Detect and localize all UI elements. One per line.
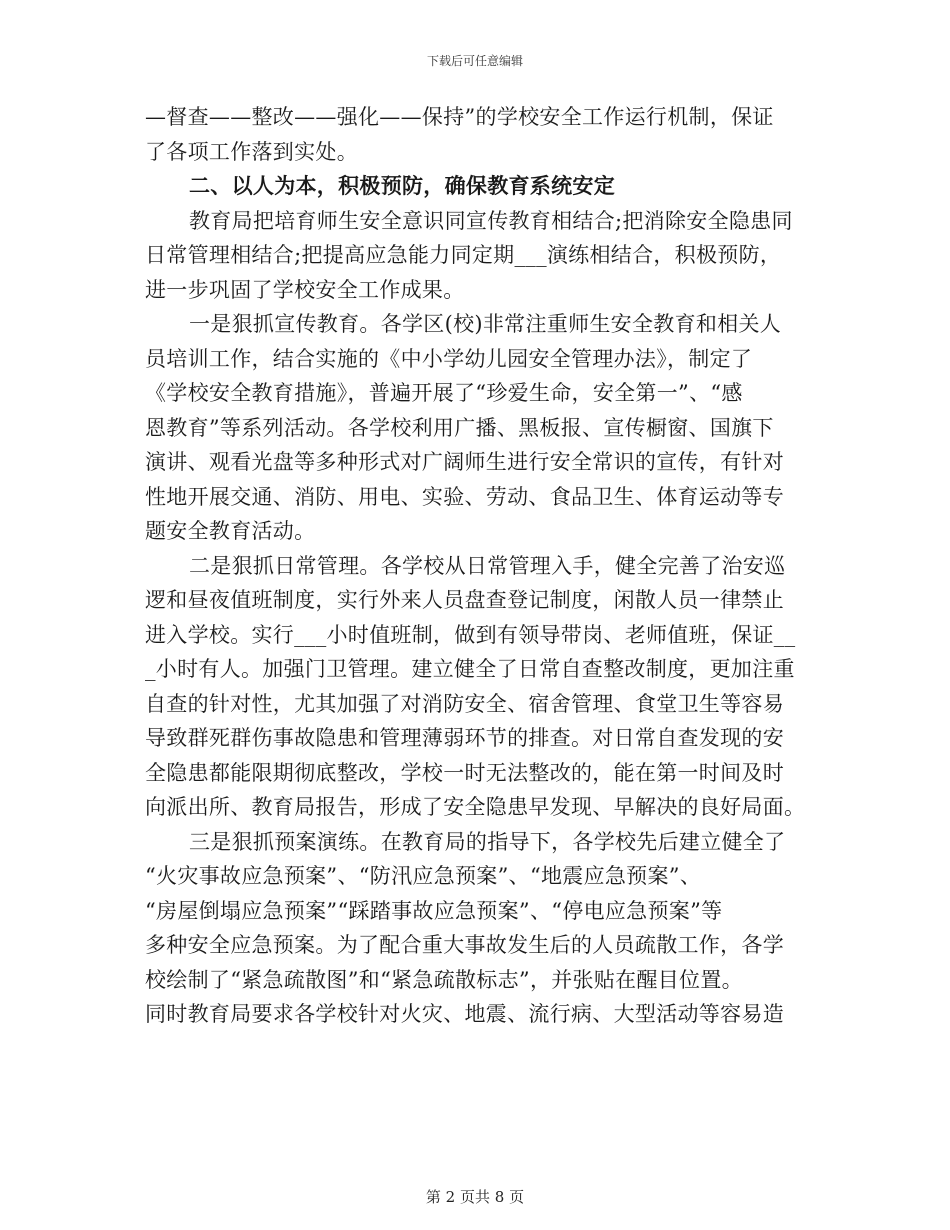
text-line: “房屋倒塌应急预案”“踩踏事故应急预案”、“停电应急预案”等 [145, 898, 723, 923]
text-line: 《学校安全教育措施》，普遍开展了“珍爱生命，安全第一”、“感 [145, 381, 743, 405]
text-line: 日常管理相结合;把提高应急能力同定期___演练相结合，积极预防， [145, 243, 782, 267]
text-line: 员培训工作，结合实施的《中小学幼儿园安全管理办法》，制定了 [145, 346, 753, 371]
text-line: 进入学校。实行___小时值班制，做到有领导带岗、老师值班，保证__ [145, 622, 796, 647]
text-line: 演讲、观看光盘等多种形式对广阔师生进行安全常识的宣传，有针对 [145, 450, 784, 474]
text-line: 恩教育”等系列活动。各学校利用广播、黑板报、宣传橱窗、国旗下 [145, 415, 774, 440]
text-line: —督查——整改——强化——保持”的学校安全工作运行机制，保证 [145, 105, 774, 129]
text-line: 一是狠抓宣传教育。各学区(校)非常注重师生安全教育和相关人 [189, 312, 782, 336]
text-line: 向派出所、教育局报告，形成了安全隐患早发现、早解决的良好局面。 [145, 795, 806, 819]
text-line: 了各项工作落到实处。 [145, 139, 358, 164]
document-body [145, 100, 810, 1032]
text-line: 自查的针对性，尤其加强了对消防安全、宿舍管理、食堂卫生等容易 [145, 691, 784, 716]
text-line: 进一步巩固了学校安全工作成果。 [145, 277, 465, 302]
text-line: 教育局把培育师生安全意识同宣传教育相结合;把消除安全隐患同 [189, 208, 793, 233]
text-line: 同时教育局要求各学校针对火灾、地震、流行病、大型活动等容易造 [145, 1002, 784, 1026]
page-footer: 第 2 页共 8 页 [425, 1188, 525, 1206]
text-line: 校绘制了“紧急疏散图”和“紧急疏散标志”，并张贴在醒目位置。 [145, 967, 743, 992]
text-line: 二是狠抓日常管理。各学校从日常管理入手，健全完善了治安巡 [189, 553, 786, 578]
text-line: 全隐患都能限期彻底整改，学校一时无法整改的，能在第一时间及时 [145, 760, 784, 785]
text-line: 题安全教育活动。 [145, 519, 316, 543]
text-line: 多种安全应急预案。为了配合重大事故发生后的人员疏散工作，各学 [145, 933, 784, 957]
text-line: “火灾事故应急预案”、“防汛应急预案”、“地震应急预案”、 [145, 864, 702, 888]
text-line: 性地开展交通、消防、用电、实验、劳动、食品卫生、体育运动等专 [145, 484, 784, 509]
text-line: 导致群死群伤事故隐患和管理薄弱环节的排查。对日常自查发现的安 [145, 726, 784, 750]
text-line: 逻和昼夜值班制度，实行外来人员盘查登记制度，闲散人员一律禁止 [145, 588, 784, 612]
page-header: 下载后可任意编辑 [426, 54, 523, 68]
text-line: 三是狠抓预案演练。在教育局的指导下，各学校先后建立健全了 [189, 829, 786, 854]
section-heading: 二、以人为本，积极预防，确保教育系统安定 [189, 173, 615, 198]
text-line: _小时有人。加强门卫管理。建立健全了日常自查整改制度，更加注重 [145, 657, 795, 681]
